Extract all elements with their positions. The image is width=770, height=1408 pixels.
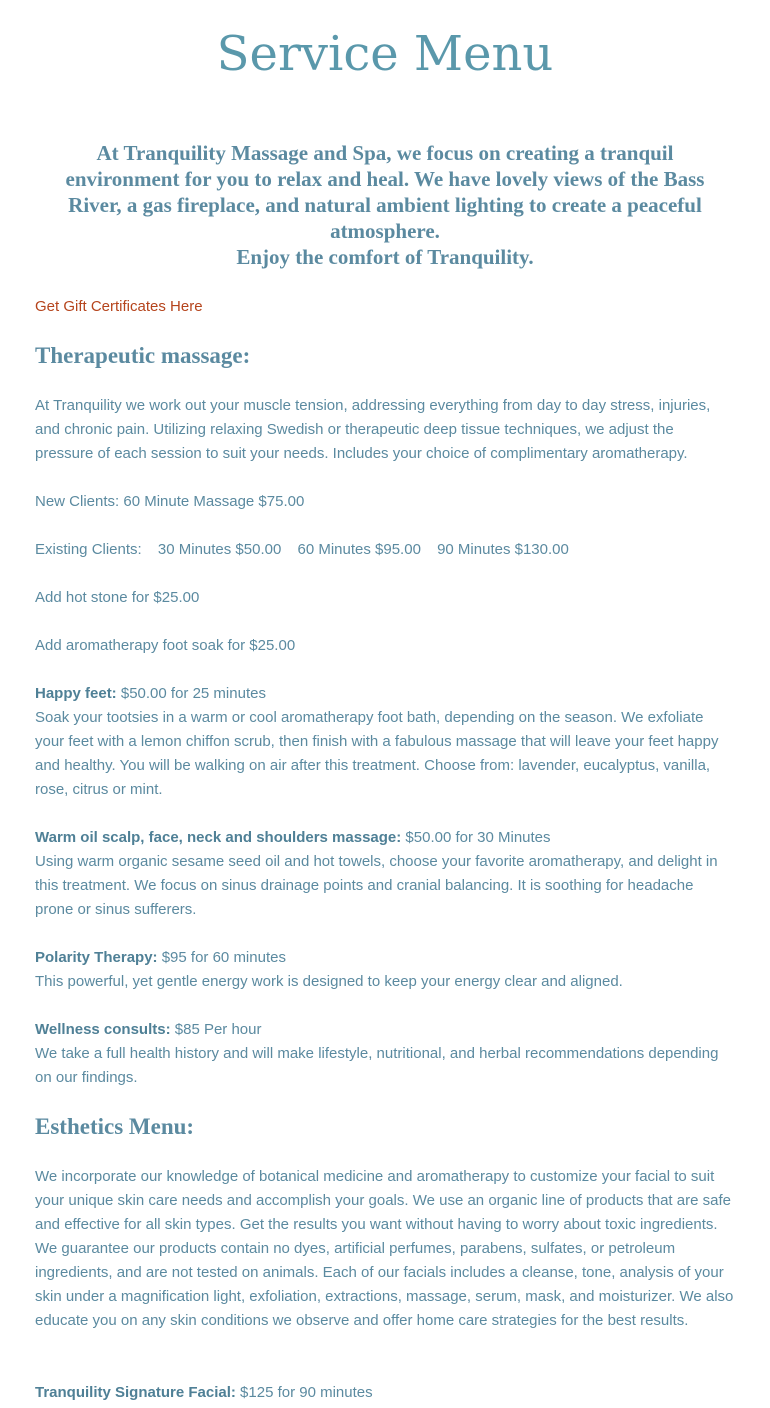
service-description: Soak your tootsies in a warm or cool aromatherapy foot bath, depending on the season. We exfoliate your feet with a lemon chiffon scrub, then finish with a fabulous massage that will leave your feet happy and healthy. You will be walking on air after this treatment. Choose from: lavender, eucalyptus, vanilla, rose, citrus or mint. [35, 709, 719, 798]
existing-option-30: 30 Minutes $50.00 [157, 541, 282, 558]
service-signature-facial [35, 1381, 735, 1405]
intro-line: environment for you to relax and heal. We have lovely views of the Bass [65, 167, 705, 191]
hot-stone-addon: Add hot stone for $25.00 [35, 589, 200, 606]
esthetics-menu-heading: Esthetics Menu: [35, 1114, 195, 1139]
therapeutic-description: At Tranquility we work out your muscle tension, addressing everything from day to day stress, injuries, and chronic pain. Utilizing relaxing Swedish or therapeutic deep tissue techniques, we adjust the pressure of each session to suit your needs. Includes your choice of complimentary aromatherapy. [35, 397, 711, 462]
intro-line: River, a gas fireplace, and natural ambient lighting to create a peaceful [68, 193, 702, 217]
service-name: Tranquility Signature Facial: [35, 1384, 236, 1401]
existing-option-60: 60 Minutes $95.00 [297, 541, 421, 558]
service-warm-oil-massage [35, 826, 735, 922]
service-description: Using warm organic sesame seed oil and hot towels, choose your favorite aromatherapy, and delight in this treatment. We focus on sinus drainage points and cranial balancing. It is soothing for headache prone or sinus sufferers. [35, 853, 718, 918]
gift-certificates-link[interactable]: Get Gift Certificates Here [35, 298, 203, 315]
existing-option-90: 90 Minutes $130.00 [437, 541, 569, 558]
service-happy-feet [35, 682, 735, 802]
esthetics-description: We incorporate our knowledge of botanical medicine and aromatherapy to customize your facial to suit your unique skin care needs and accomplish your goals. We use an organic line of products that are safe and effective for all skin types. Get the results you want without having to worry about toxic ingredients. We guarantee our products contain no dyes, artificial perfumes, parabens, sulfates, or petroleum ingredients, and are not tested on animals. Each of our facials includes a cleanse, tone, analysis of your skin under a magnification light, exfoliation, extractions, massage, serum, mask, and moisturizer. We also educate you on any skin conditions we observe and offer home care strategies for the best results. [35, 1168, 734, 1329]
service-wellness-consults [35, 1018, 735, 1090]
intro-line: At Tranquility Massage and Spa, we focus on creating a tranquil [96, 141, 674, 165]
foot-soak-addon: Add aromatherapy foot soak for $25.00 [35, 637, 296, 654]
service-name: Happy feet: [35, 685, 117, 702]
existing-clients-prices [35, 538, 735, 562]
service-polarity-therapy [35, 946, 735, 994]
intro-text [40, 140, 730, 270]
service-price: $50.00 for 30 Minutes [405, 829, 551, 846]
intro-line: atmosphere. [330, 219, 440, 243]
existing-clients-label: Existing Clients: [35, 541, 142, 558]
service-description: This powerful, yet gentle energy work is designed to keep your energy clear and aligned. [35, 973, 623, 990]
service-name: Warm oil scalp, face, neck and shoulders massage: [35, 829, 402, 846]
intro-tagline: Enjoy the comfort of Tranquility. [236, 245, 534, 269]
therapeutic-massage-heading: Therapeutic massage: [35, 343, 251, 368]
service-name: Polarity Therapy: [35, 949, 158, 966]
service-price: $95 for 60 minutes [161, 949, 286, 966]
page-title: Service Menu [216, 26, 554, 82]
service-description: We take a full health history and will make lifestyle, nutritional, and herbal recommendations depending on our findings. [35, 1045, 719, 1086]
new-clients-price: New Clients: 60 Minute Massage $75.00 [35, 493, 305, 510]
service-price: $50.00 for 25 minutes [120, 685, 266, 702]
service-price: $85 Per hour [174, 1021, 262, 1038]
service-name: Wellness consults: [35, 1021, 171, 1038]
service-price: $125 for 90 minutes [240, 1384, 373, 1401]
